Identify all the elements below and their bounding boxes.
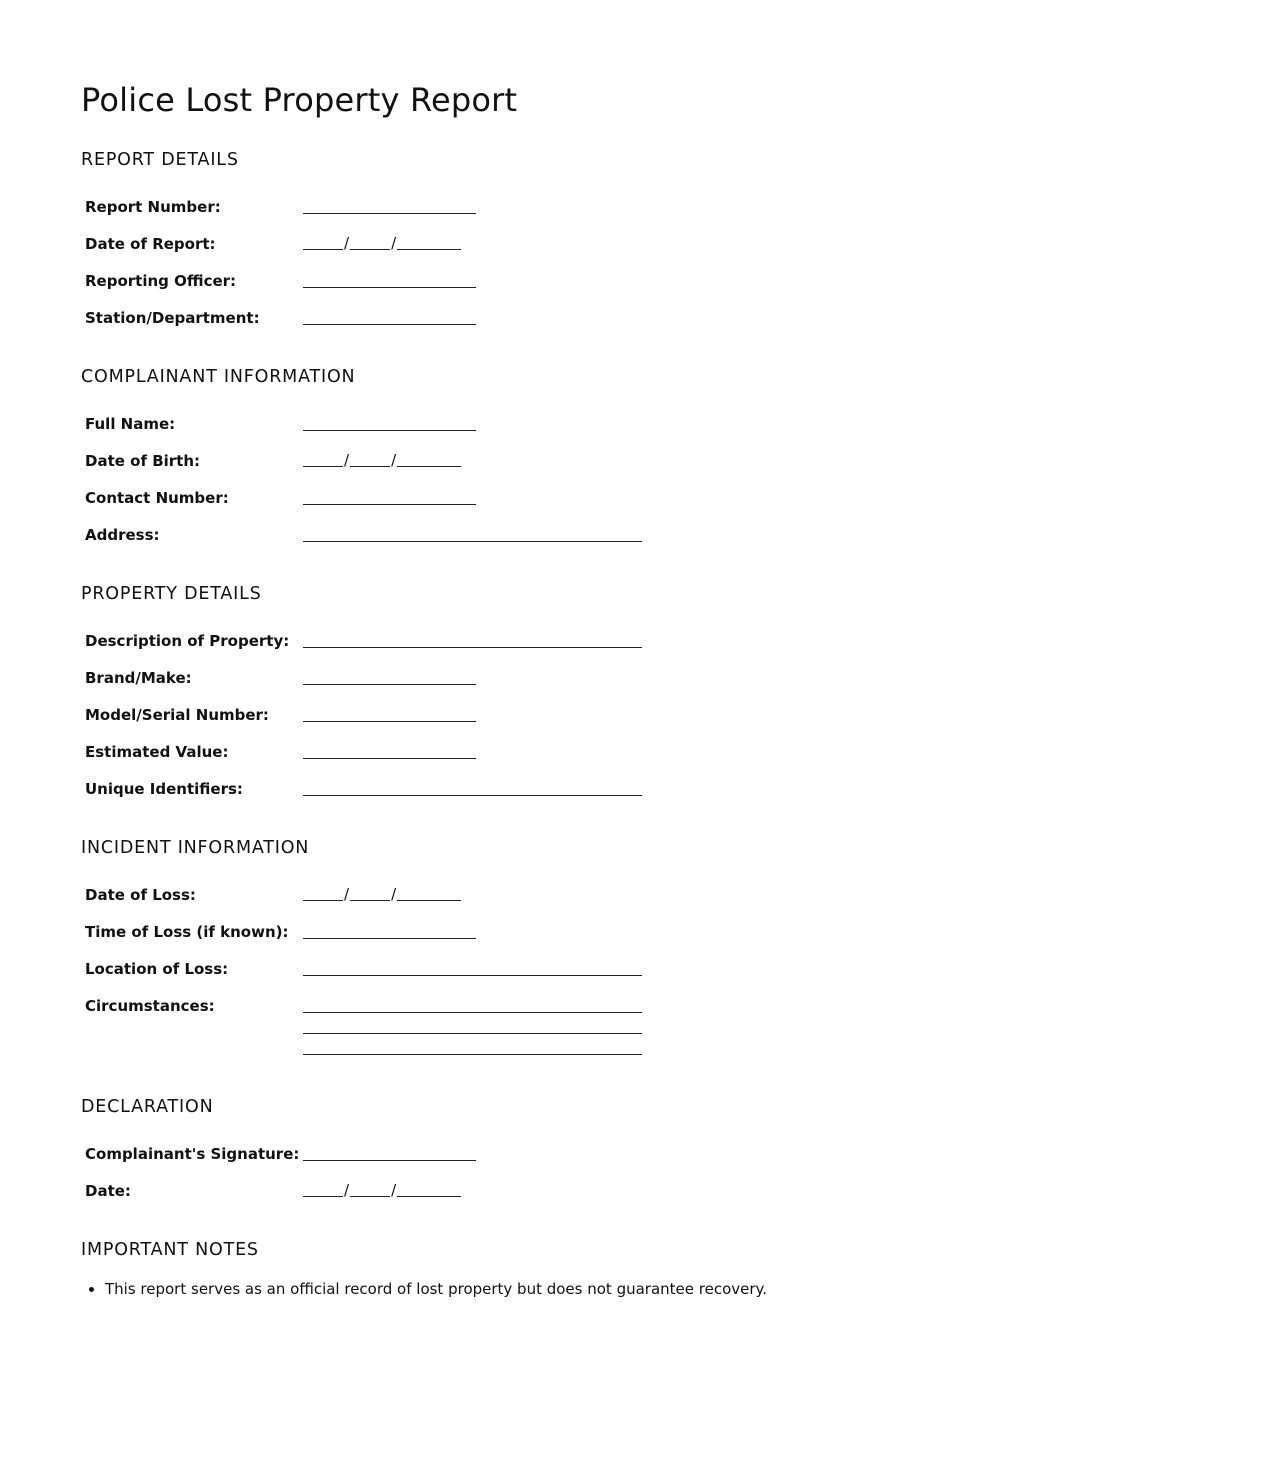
report-number-field[interactable]: [303, 213, 476, 214]
field-label-model-serial: Model/Serial Number:: [85, 706, 269, 724]
field-label-full-name: Full Name:: [85, 415, 176, 433]
date-month-blank[interactable]: [350, 249, 390, 250]
date-separator: /: [344, 1181, 350, 1199]
circumstances-line-1[interactable]: [303, 1012, 642, 1013]
field-label-unique-identifiers: Unique Identifiers:: [85, 780, 243, 798]
date-year-blank[interactable]: [397, 1196, 461, 1197]
estimated-value-field[interactable]: [303, 758, 476, 759]
date-separator: /: [344, 451, 350, 469]
date-of-loss-field[interactable]: [303, 883, 461, 903]
unique-identifiers-field[interactable]: [303, 795, 642, 796]
date-of-report-field[interactable]: [303, 232, 461, 252]
date-month-blank[interactable]: [350, 900, 390, 901]
contact-number-field[interactable]: [303, 504, 476, 505]
field-label-date-of-birth: Date of Birth:: [85, 452, 201, 470]
date-year-blank[interactable]: [397, 900, 461, 901]
field-label-contact-number: Contact Number:: [85, 489, 229, 507]
field-label-declaration-date: Date:: [85, 1182, 131, 1200]
date-separator: /: [344, 234, 350, 252]
date-day-blank[interactable]: [303, 1196, 343, 1197]
field-label-report-number: Report Number:: [85, 198, 221, 216]
station-department-field[interactable]: [303, 324, 476, 325]
field-label-station-department: Station/Department:: [85, 309, 260, 327]
address-field[interactable]: [303, 541, 642, 542]
list-item: • This report serves as an official record of lost property but does not guarantee recovery.: [105, 1276, 767, 1302]
field-label-brand-make: Brand/Make:: [85, 669, 192, 687]
reporting-officer-field[interactable]: [303, 287, 476, 288]
section-heading-property: PROPERTY DETAILS: [81, 584, 262, 604]
circumstances-line-3[interactable]: [303, 1054, 642, 1055]
time-of-loss-field[interactable]: [303, 938, 476, 939]
field-label-address: Address:: [85, 526, 160, 544]
declaration-date-field[interactable]: [303, 1179, 461, 1199]
date-separator: /: [344, 885, 350, 903]
section-heading-complainant: COMPLAINANT INFORMATION: [81, 367, 356, 387]
field-label-time-of-loss: Time of Loss (if known):: [85, 923, 289, 941]
field-label-date-of-report: Date of Report:: [85, 235, 216, 253]
date-year-blank[interactable]: [397, 249, 461, 250]
field-label-signature: Complainant's Signature:: [85, 1145, 300, 1163]
field-label-location-of-loss: Location of Loss:: [85, 960, 229, 978]
brand-make-field[interactable]: [303, 684, 476, 685]
date-of-birth-field[interactable]: [303, 449, 461, 469]
date-day-blank[interactable]: [303, 466, 343, 467]
date-month-blank[interactable]: [350, 1196, 390, 1197]
date-year-blank[interactable]: [397, 466, 461, 467]
date-separator: /: [391, 451, 397, 469]
section-heading-declaration: DECLARATION: [81, 1097, 214, 1117]
date-day-blank[interactable]: [303, 900, 343, 901]
circumstances-line-2[interactable]: [303, 1033, 642, 1034]
section-heading-notes: IMPORTANT NOTES: [81, 1240, 259, 1260]
section-heading-report-details: REPORT DETAILS: [81, 150, 239, 170]
date-separator: /: [391, 1181, 397, 1199]
location-of-loss-field[interactable]: [303, 975, 642, 976]
section-heading-incident: INCIDENT INFORMATION: [81, 838, 310, 858]
signature-field[interactable]: [303, 1160, 476, 1161]
page-title: Police Lost Property Report: [81, 81, 518, 119]
date-month-blank[interactable]: [350, 466, 390, 467]
full-name-field[interactable]: [303, 430, 476, 431]
description-field[interactable]: [303, 647, 642, 648]
field-label-circumstances: Circumstances:: [85, 997, 215, 1015]
model-serial-field[interactable]: [303, 721, 476, 722]
date-separator: /: [391, 885, 397, 903]
field-label-reporting-officer: Reporting Officer:: [85, 272, 237, 290]
date-day-blank[interactable]: [303, 249, 343, 250]
field-label-date-of-loss: Date of Loss:: [85, 886, 196, 904]
field-label-estimated-value: Estimated Value:: [85, 743, 229, 761]
notes-list: [81, 1276, 767, 1302]
date-separator: /: [391, 234, 397, 252]
field-label-description: Description of Property:: [85, 632, 290, 650]
